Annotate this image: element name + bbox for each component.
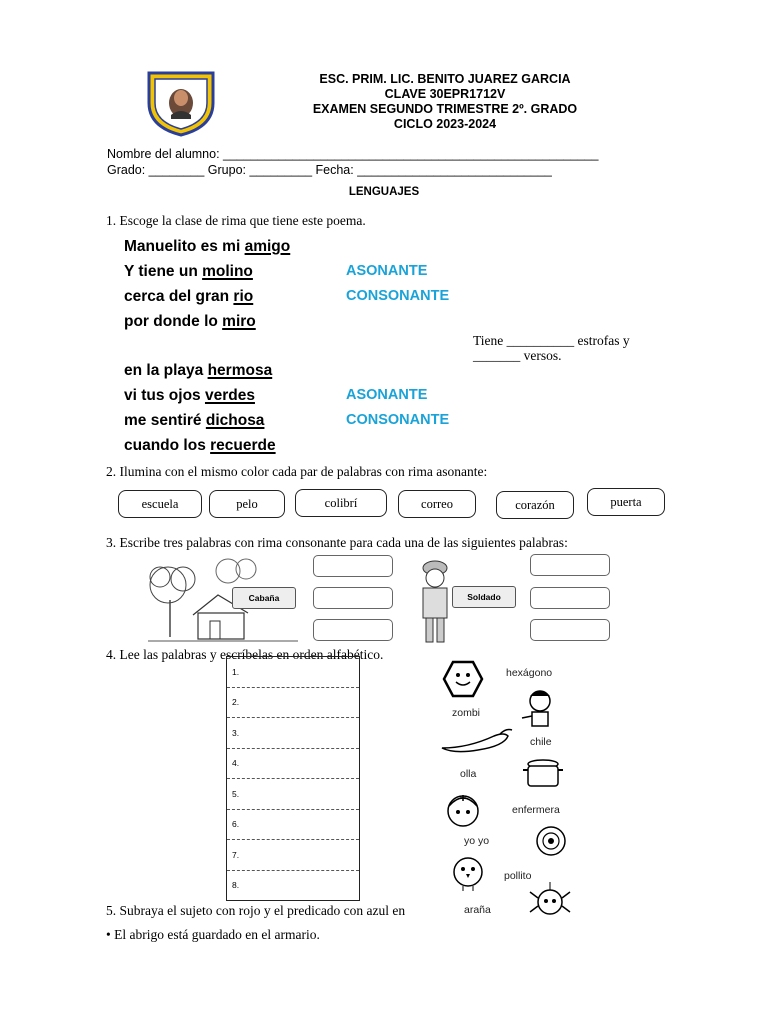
spider-icon bbox=[528, 880, 572, 920]
answer-box[interactable] bbox=[313, 587, 393, 609]
picture-label: chile bbox=[530, 736, 552, 748]
answer-box[interactable] bbox=[530, 554, 610, 576]
answer-box[interactable] bbox=[530, 619, 610, 641]
verse-line: en la playa hermosa bbox=[124, 362, 273, 379]
rhyme-word: molino bbox=[202, 263, 253, 280]
word-box[interactable]: pelo bbox=[209, 490, 285, 518]
question-5-sentence: • El abrigo está guardado en el armario. bbox=[106, 927, 320, 942]
list-row[interactable]: 5. bbox=[227, 779, 359, 810]
rhyme-word: miro bbox=[222, 313, 256, 330]
question-3-prompt: 3. Escribe tres palabras con rima consonante para cada una de las siguientes palabras: bbox=[106, 535, 568, 550]
picture-label: araña bbox=[464, 904, 491, 916]
list-row[interactable]: 1. bbox=[227, 657, 359, 688]
verse-line: Manuelito es mi amigo bbox=[124, 238, 291, 255]
option-consonante: CONSONANTE bbox=[346, 288, 450, 304]
school-name: ESC. PRIM. LIC. BENITO JUAREZ GARCIA bbox=[319, 72, 571, 86]
question-4-prompt: 4. Lee las palabras y escríbelas en orden alfabético. bbox=[106, 647, 384, 662]
alphabetical-list bbox=[226, 656, 360, 901]
list-row[interactable]: 4. bbox=[227, 749, 359, 780]
soldier-label: Soldado bbox=[452, 586, 516, 608]
option-consonante: CONSONANTE bbox=[346, 412, 450, 428]
nurse-icon bbox=[442, 790, 484, 830]
picture-label: pollito bbox=[504, 870, 532, 882]
section-title: LENGUAJES bbox=[348, 186, 420, 198]
word-box[interactable]: puerta bbox=[587, 488, 665, 516]
rhyme-word: verdes bbox=[204, 387, 255, 404]
verse-line: vi tus ojos verdes bbox=[124, 387, 255, 404]
school-code: CLAVE 30EPR1712V bbox=[384, 87, 506, 101]
question-2-prompt: 2. Ilumina con el mismo color cada par de palabras con rima asonante: bbox=[106, 464, 488, 479]
picture-label: olla bbox=[460, 768, 477, 780]
list-row[interactable]: 2. bbox=[227, 688, 359, 719]
verse-line: Y tiene un molino bbox=[124, 263, 253, 280]
answer-box[interactable] bbox=[313, 619, 393, 641]
picture-label: hexágono bbox=[506, 667, 553, 679]
list-row[interactable]: 7. bbox=[227, 840, 359, 871]
word-box[interactable]: correo bbox=[398, 490, 476, 518]
rhyme-word: dichosa bbox=[205, 412, 265, 429]
option-asonante: ASONANTE bbox=[346, 263, 428, 279]
word-box[interactable]: escuela bbox=[118, 490, 202, 518]
list-row[interactable]: 6. bbox=[227, 810, 359, 841]
list-row[interactable]: 8. bbox=[232, 880, 240, 891]
yoyo-icon bbox=[534, 824, 568, 858]
soldier-illustration bbox=[414, 558, 456, 648]
verse-line: cuando los recuerde bbox=[124, 437, 276, 454]
pot-icon bbox=[522, 756, 564, 790]
verse-line: por donde lo miro bbox=[124, 313, 256, 330]
versos-question: _______ versos. bbox=[473, 348, 562, 363]
answer-box[interactable] bbox=[313, 555, 393, 577]
rhyme-word: hermosa bbox=[207, 362, 273, 379]
rhyme-word: recuerde bbox=[210, 437, 276, 454]
school-cycle: CICLO 2023-2024 bbox=[393, 117, 497, 131]
word-box[interactable]: colibrí bbox=[295, 489, 387, 517]
option-asonante: ASONANTE bbox=[346, 387, 428, 403]
grade-group-date-field: Grado: ________ Grupo: _________ Fecha: ____________________________ bbox=[107, 163, 552, 177]
student-name-field: Nombre del alumno: ______________________________________________________ bbox=[107, 147, 599, 161]
picture-panel bbox=[436, 656, 590, 918]
hexagon-icon bbox=[442, 660, 484, 698]
word-box[interactable]: corazón bbox=[496, 491, 574, 519]
exam-title: EXAMEN SEGUNDO TRIMESTRE 2º. GRADO bbox=[312, 102, 578, 116]
question-1-prompt: 1. Escoge la clase de rima que tiene este poema. bbox=[106, 213, 366, 228]
zombie-icon bbox=[520, 688, 560, 730]
chick-icon bbox=[448, 852, 488, 892]
chili-icon bbox=[438, 728, 514, 754]
verse-line: cerca del gran rio bbox=[124, 288, 254, 305]
picture-label: enfermera bbox=[512, 804, 560, 816]
rhyme-word: rio bbox=[233, 288, 254, 305]
cabin-label: Cabaña bbox=[232, 587, 296, 609]
rhyme-word: amigo bbox=[244, 238, 291, 255]
question-5-prompt: 5. Subraya el sujeto con rojo y el predicado con azul en bbox=[106, 903, 406, 918]
verse-line: me sentiré dichosa bbox=[124, 412, 265, 429]
answer-box[interactable] bbox=[530, 587, 610, 609]
picture-label: zombi bbox=[452, 707, 481, 719]
estrofas-question: Tiene __________ estrofas y bbox=[473, 333, 630, 348]
list-row[interactable]: 3. bbox=[227, 718, 359, 749]
picture-label: yo yo bbox=[464, 835, 490, 847]
